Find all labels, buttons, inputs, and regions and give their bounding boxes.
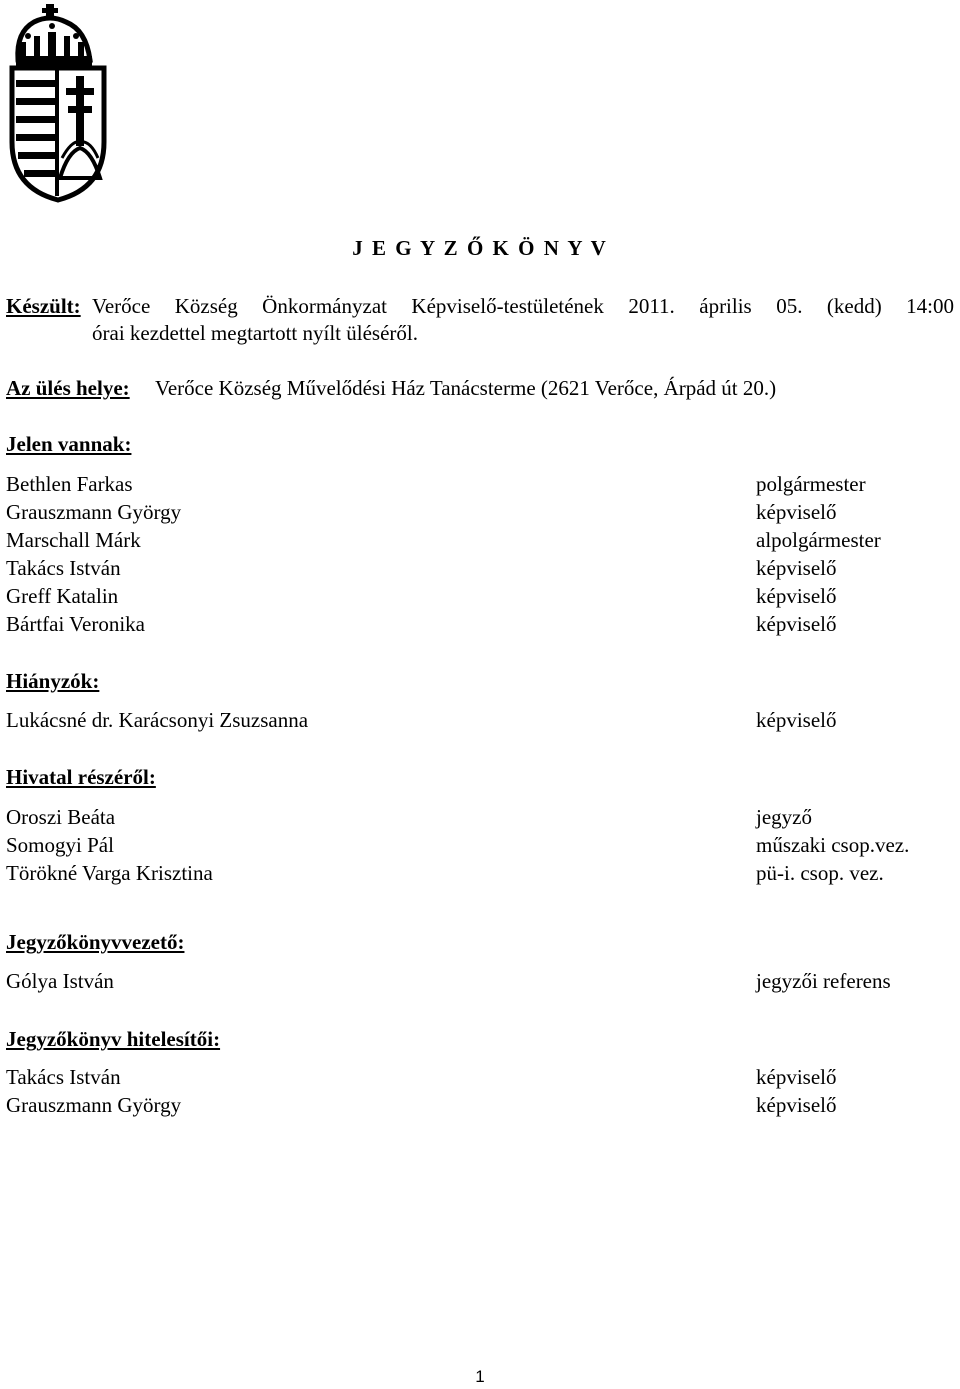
present-name: Takács István: [6, 556, 121, 580]
recorder-role: jegyzői referens: [756, 969, 891, 993]
present-name: Grauszmann György: [6, 500, 182, 524]
prepared-line1: Verőce Község Önkormányzat Képviselő-testületének 2011. április 05. (kedd) 14:00: [92, 294, 954, 318]
page-number: 1: [475, 1367, 485, 1386]
present-name: Marschall Márk: [6, 528, 141, 552]
authenticators-heading: Jegyzőkönyv hitelesítői:: [6, 1027, 221, 1051]
present-role: képviselő: [756, 584, 837, 608]
absent-name: Lukácsné dr. Karácsonyi Zsuzsanna: [6, 708, 309, 732]
authenticator-role: képviselő: [756, 1093, 837, 1117]
office-name: Törökné Varga Krisztina: [6, 861, 213, 885]
absent-role: képviselő: [756, 708, 837, 732]
prepared-line2: órai kezdettel megtartott nyílt üléséről.: [92, 321, 418, 345]
present-heading: Jelen vannak:: [6, 432, 132, 456]
office-name: Oroszi Beáta: [6, 805, 116, 829]
office-heading: Hivatal részéről:: [6, 765, 156, 789]
present-role: képviselő: [756, 556, 837, 580]
prepared-label: Készült:: [6, 294, 81, 318]
authenticator-name: Takács István: [6, 1065, 121, 1089]
present-name: Greff Katalin: [6, 584, 119, 608]
present-role: képviselő: [756, 500, 837, 524]
coat-of-arms-image: [6, 2, 110, 204]
office-role: műszaki csop.vez.: [756, 833, 910, 857]
present-role: alpolgármester: [756, 528, 881, 552]
present-name: Bártfai Veronika: [6, 612, 145, 636]
venue-label: Az ülés helye:: [6, 376, 130, 400]
authenticator-name: Grauszmann György: [6, 1093, 182, 1117]
present-role: polgármester: [756, 472, 866, 496]
office-role: pü-i. csop. vez.: [756, 861, 884, 885]
present-name: Bethlen Farkas: [6, 472, 133, 496]
present-role: képviselő: [756, 612, 837, 636]
office-role: jegyző: [756, 805, 812, 829]
venue-text: Verőce Község Művelődési Ház Tanácsterme (2621 Verőce, Árpád út 20.): [155, 376, 777, 400]
document-title: J E G Y Z Ő K Ö N Y V: [352, 236, 608, 260]
office-name: Somogyi Pál: [6, 833, 114, 857]
absent-heading: Hiányzók:: [6, 669, 100, 693]
recorder-name: Gólya István: [6, 969, 114, 993]
authenticator-role: képviselő: [756, 1065, 837, 1089]
recorder-heading: Jegyzőkönyvvezető:: [6, 930, 185, 954]
